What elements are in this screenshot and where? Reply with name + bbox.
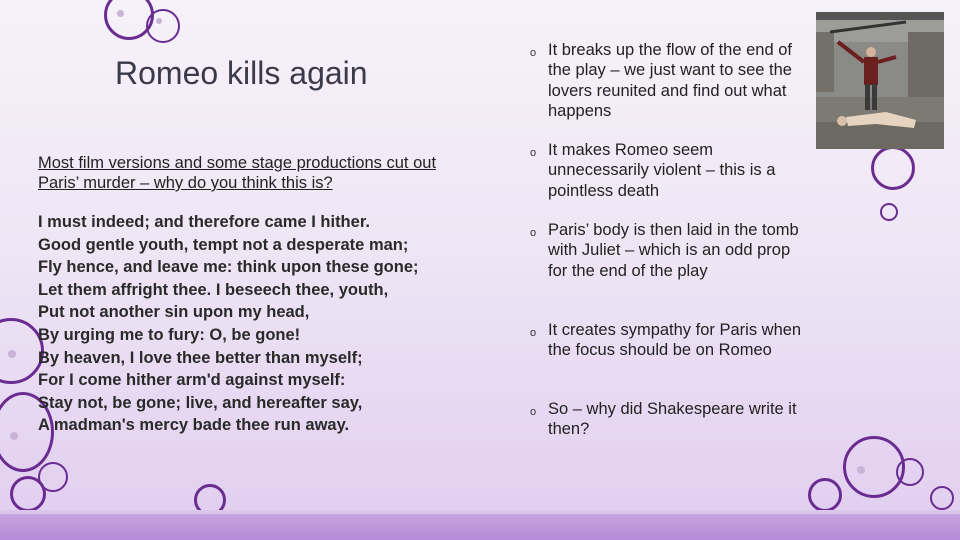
- decorative-dot: [117, 10, 124, 17]
- poem-line: By heaven, I love thee better than myself;: [38, 348, 363, 367]
- bullet-marker-icon: o: [530, 227, 537, 239]
- bullet-text: It creates sympathy for Paris when the focus should be on Romeo: [548, 321, 802, 360]
- bullet-item: [528, 140, 803, 201]
- bullet-marker-icon: o: [530, 147, 537, 159]
- film-still-image: [816, 12, 944, 149]
- film-still-graphic: [816, 12, 944, 149]
- bullet-marker-icon: o: [530, 327, 537, 339]
- bullet-marker-icon: o: [530, 406, 537, 418]
- bullet-item: [528, 40, 803, 121]
- poem-line: Stay not, be gone; live, and hereafter say,: [38, 393, 363, 412]
- decorative-dot: [857, 466, 865, 474]
- decorative-ring: [871, 146, 915, 190]
- bullet-item: [528, 220, 803, 281]
- poem-line: By urging me to fury: O, be gone!: [38, 325, 301, 344]
- poem-line: Put not another sin upon my head,: [38, 303, 310, 322]
- poem-line: Fly hence, and leave me: think upon these gone;: [38, 258, 419, 277]
- decorative-ring: [808, 478, 842, 512]
- poem-quote: [38, 211, 498, 437]
- bullet-text: It makes Romeo seem unnecessarily violent – this is a pointless death: [548, 141, 776, 200]
- decorative-dot: [8, 350, 16, 358]
- decorative-ring: [930, 486, 954, 510]
- bullet-text: It breaks up the flow of the end of the play – we just want to see the lovers reunited and find out what happens: [548, 41, 792, 120]
- decorative-ring: [10, 476, 46, 512]
- bottom-band: [0, 510, 960, 540]
- bullet-item: [528, 399, 803, 440]
- bullet-text: Paris’ body is then laid in the tomb with Juliet – which is an odd prop for the end of the play: [548, 221, 799, 280]
- poem-line: Good gentle youth, tempt not a desperate man;: [38, 235, 409, 254]
- decorative-ring: [896, 458, 924, 486]
- bullet-text: So – why did Shakespeare write it then?: [548, 400, 797, 439]
- poem-line: I must indeed; and therefore came I hither.: [38, 213, 370, 231]
- bullet-marker-icon: o: [530, 47, 537, 59]
- decorative-ring: [146, 9, 180, 43]
- decorative-ring: [880, 203, 898, 221]
- poem-line: Let them affright thee. I beseech thee, youth,: [38, 280, 389, 299]
- poem-line: For I come hither arm'd against myself:: [38, 371, 346, 390]
- decorative-dot: [156, 18, 162, 24]
- slide-title: Romeo kills again: [115, 55, 368, 91]
- decorative-dot: [10, 432, 18, 440]
- question-text: Most film versions and some stage productions cut out Paris’ murder – why do you think this is?: [38, 154, 437, 192]
- poem-line: A madman's mercy bade thee run away.: [38, 416, 350, 435]
- bullet-item: [528, 320, 803, 361]
